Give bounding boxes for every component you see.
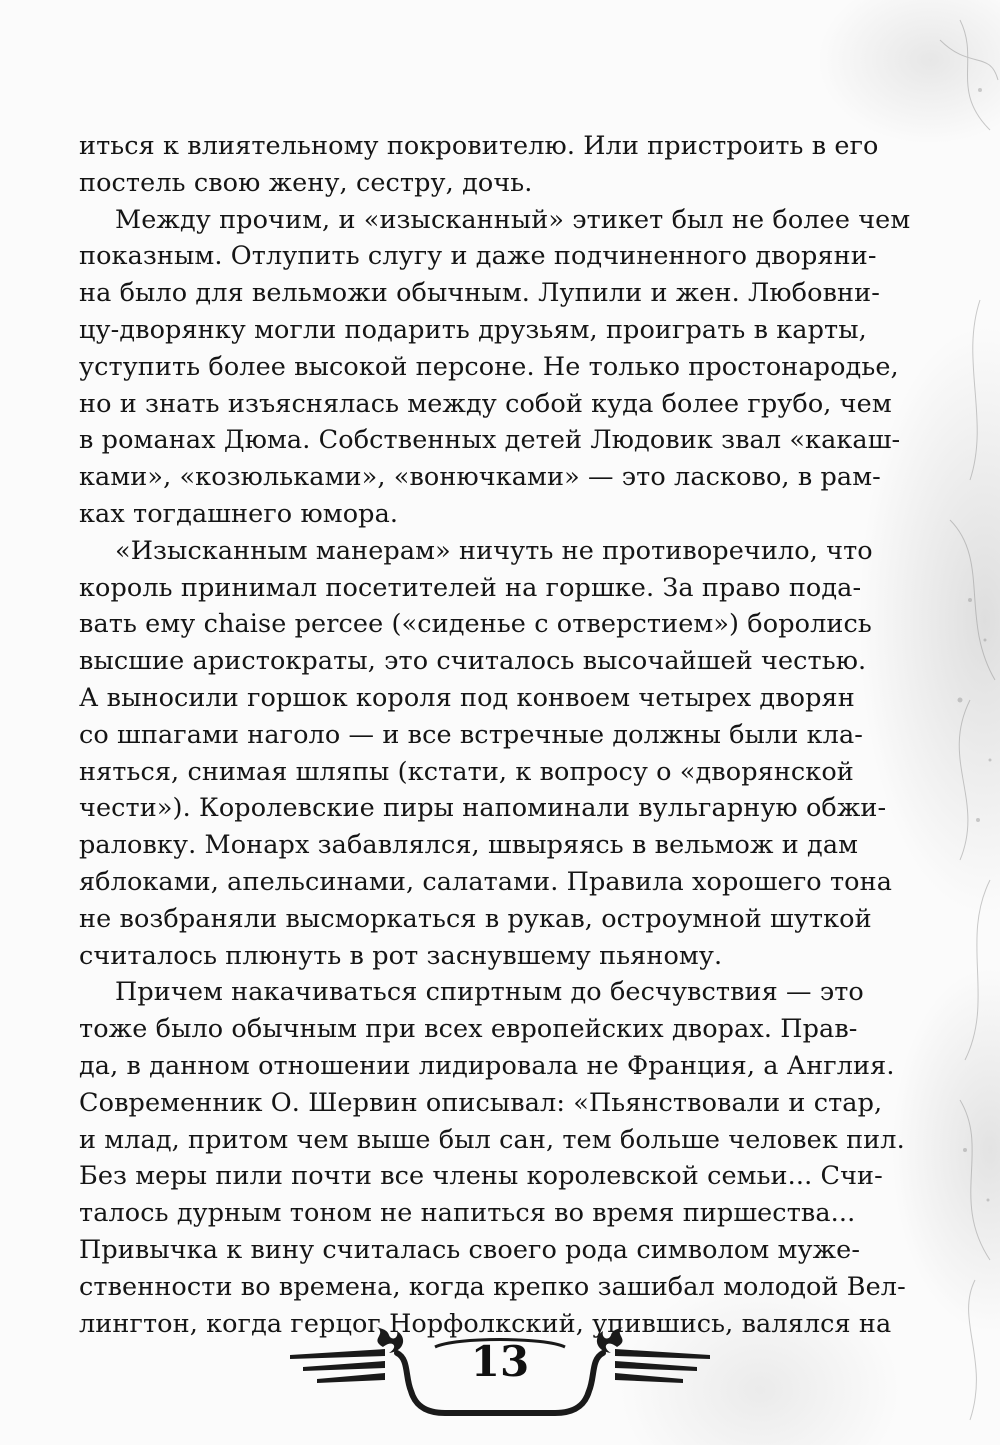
text-line: постель свою жену, сестру, дочь. [79,167,533,198]
text-line: лингтон, когда герцог Норфолкский, упившись, валялся на [79,1308,892,1339]
text-line: да, в данном отношении лидировала не Франция, а Англия. [79,1050,895,1081]
paragraph-3 [79,533,893,975]
text-line: считалось плюнуть в рот заснувшему пьяному. [79,940,723,971]
text-line: чести»). Королевские пиры напоминали вульгарную обжи- [79,793,887,824]
text-line: Без меры пили почти все члены королевской семьи... Счи- [79,1161,883,1192]
text-line: Между прочим, и «изысканный» этикет был не более чем [115,204,911,235]
text-line: уступить более высокой персоне. Не только простонародье, [79,351,899,382]
text-line: А выносили горшок короля под конвоем четырех дворян [79,682,855,713]
page-number: 13 [470,1337,530,1386]
text-line: няться, снимая шляпы (кстати, к вопросу о «дворянской [79,756,854,787]
text-line: яблоками, апельсинами, салатами. Правила хорошего тона [79,866,893,897]
text-line: не возбраняли высморкаться в рукав, остроумной шуткой [79,903,872,934]
body-text [79,128,911,1342]
text-line: иться к влиятельному покровителю. Или пристроить в его [79,131,879,161]
text-line: ками», «козюльками», «вонючками» — это ласково, в рам- [79,462,881,493]
text-line: «Изысканным манерам» ничуть не противоречило, что [115,535,873,566]
text-line: в романах Дюма. Собственных детей Людовик звал «какаш- [79,425,901,456]
text-line: но и знать изъяснялась между собой куда более грубо, чем [79,388,892,419]
text-line: ственности во времена, когда крепко зашибал молодой Вел- [79,1271,906,1302]
text-line: король принимал посетителей на горшке. За право пода- [79,572,862,603]
text-line: со шпагами наголо — и все встречные должны были кла- [79,719,863,750]
text-line: вать ему chaise percee («сиденье с отверстием») боролись [79,609,872,640]
text-line: показным. Отлупить слугу и даже подчиненного дворяни- [79,241,877,272]
text-line: на было для вельможи обычным. Лупили и жен. Любовни- [79,278,880,309]
text-line: раловку. Монарх забавлялся, швыряясь в вельмож и дам [79,830,859,861]
text-line: и млад, притом чем выше был сан, тем больше человек пил. [79,1124,905,1155]
text-line: Современник О. Шервин описывал: «Пьянствовали и стар, [79,1087,883,1118]
text-line: Привычка к вину считалась своего рода символом муже- [79,1234,861,1265]
text-line: ках тогдашнего юмора. [79,498,399,529]
text-line: талось дурным тоном не напиться во время пиршества... [79,1198,856,1229]
paragraph-2 [79,202,911,533]
paragraph-1 [79,128,879,202]
paragraph-4 [79,974,906,1342]
page-footer-ornament [285,1325,715,1420]
text-line: Причем накачиваться спиртным до бесчувствия — это [115,977,864,1008]
text-line: высшие аристократы, это считалось высочайшей честью. [79,646,867,677]
text-line: тоже было обычным при всех европейских дворах. Прав- [79,1014,858,1045]
text-line: цу-дворянку могли подарить друзьям, проиграть в карты, [79,314,867,345]
